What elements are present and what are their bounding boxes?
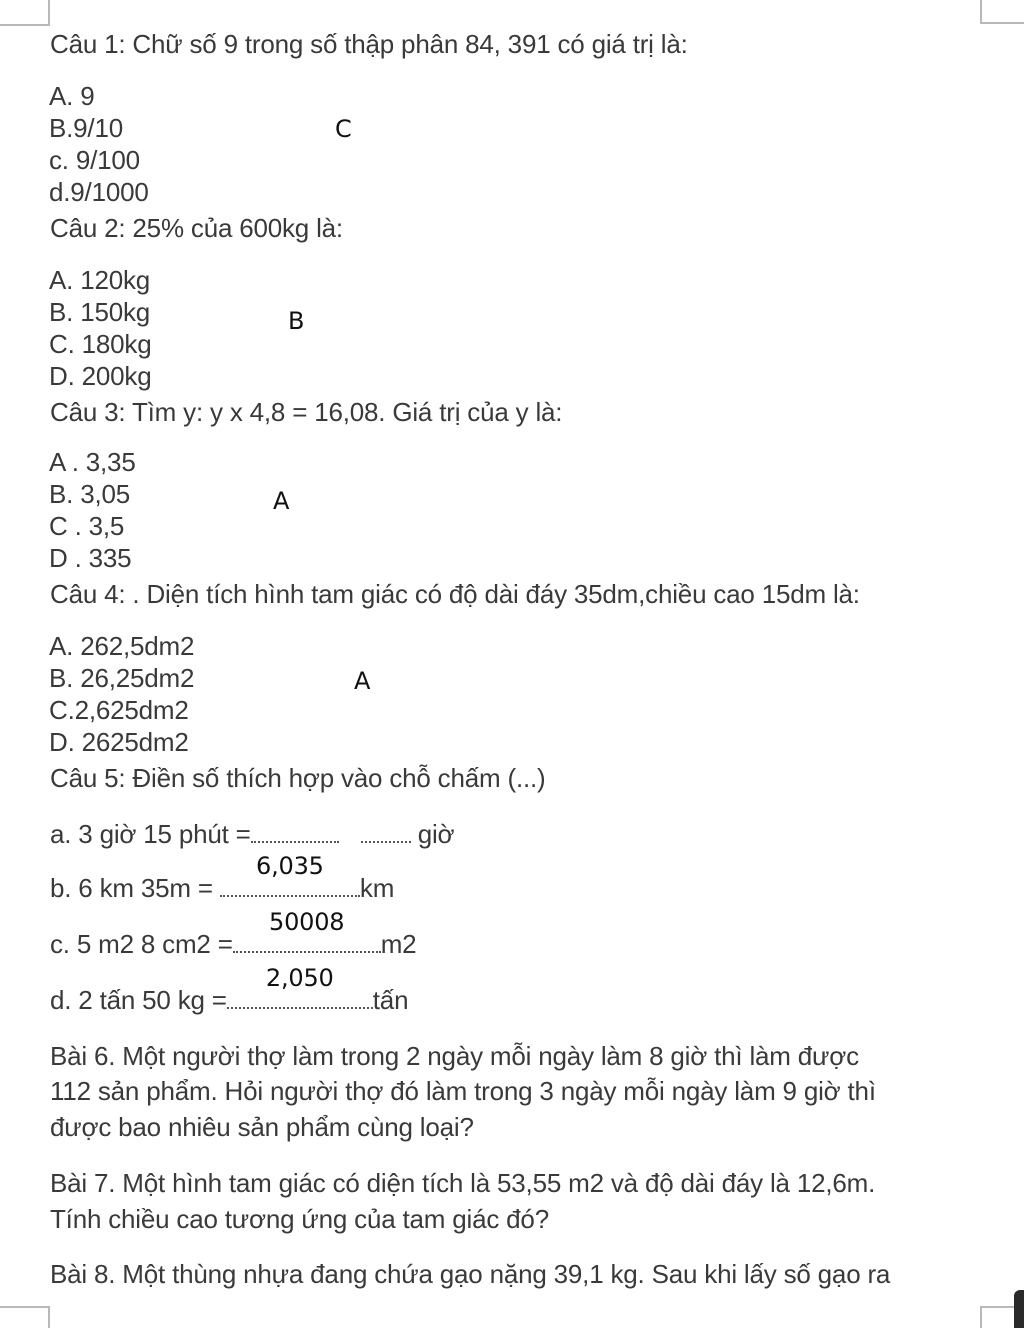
q5-item-b-prefix: b. 6 km 35m = xyxy=(50,873,213,903)
q1-option-d: d.9/1000 xyxy=(49,177,149,207)
q5-item-b-blank[interactable] xyxy=(220,852,360,904)
q1-option-b: B.9/10 xyxy=(49,113,123,143)
q5-item-d-prefix: d. 2 tấn 50 kg = xyxy=(50,985,227,1015)
crop-mark-bottom-left xyxy=(0,1306,50,1328)
q4-option-c: C.2,625dm2 xyxy=(49,695,189,725)
q4-question: Câu 4: . Diện tích hình tam giác có độ dài đáy 35dm,chiều cao 15dm là: xyxy=(50,579,860,609)
q5-item-b xyxy=(50,852,395,904)
q3-option-d: D . 335 xyxy=(49,543,132,573)
q2-option-a: A. 120kg xyxy=(49,265,151,295)
q2-option-c: C. 180kg xyxy=(49,329,152,359)
q2-question: Câu 2: 25% của 600kg là: xyxy=(50,213,343,243)
bai7-line-2: Tính chiều cao tương ứng của tam giác đó? xyxy=(50,1204,549,1234)
crop-mark-top-left xyxy=(0,0,50,26)
q5-item-c-suffix: m2 xyxy=(380,929,417,959)
q1-question: Câu 1: Chữ số 9 trong số thập phân 84, 391 có giá trị là: xyxy=(50,29,688,59)
q5-item-a-suffix: giờ xyxy=(417,819,455,849)
q5-item-b-suffix: km xyxy=(359,873,395,903)
q2-option-b: B. 150kg xyxy=(49,297,151,327)
crop-mark-top-right xyxy=(980,0,1024,24)
q3-handwritten-answer: A xyxy=(273,487,290,515)
q5-item-d xyxy=(50,964,409,1016)
q1-handwritten-answer: C xyxy=(335,115,352,143)
bai6-line-3: được bao nhiêu sản phẩm cùng loại? xyxy=(50,1112,474,1142)
q5-item-a-blank[interactable] xyxy=(251,818,411,850)
q1-option-c: c. 9/100 xyxy=(49,145,140,175)
bai7-line-1: Bài 7. Một hình tam giác có diện tích là 53,55 m2 và độ dài đáy là 12,6m. xyxy=(50,1168,876,1198)
q5-item-d-value: 2,050 xyxy=(265,964,334,992)
bai8-line-1: Bài 8. Một thùng nhựa đang chứa gạo nặng 39,1 kg. Sau khi lấy số gạo ra xyxy=(50,1259,891,1289)
q3-option-c: C . 3,5 xyxy=(49,511,125,541)
q5-item-c-value: 50008 xyxy=(269,908,345,936)
q5-item-a-prefix: a. 3 giờ 15 phút = xyxy=(50,819,251,849)
q2-option-d: D. 200kg xyxy=(49,361,152,391)
q3-option-b: B. 3,05 xyxy=(49,479,130,509)
q4-handwritten-answer: A xyxy=(354,667,371,695)
q4-option-a: A. 262,5dm2 xyxy=(49,631,195,661)
bai6-line-2: 112 sản phẩm. Hỏi người thợ đó làm trong 3 ngày mỗi ngày làm 9 giờ thì xyxy=(50,1076,876,1106)
q5-item-b-value: 6,035 xyxy=(256,852,324,880)
q5-item-c-prefix: c. 5 m2 8 cm2 = xyxy=(50,929,233,959)
q2-handwritten-answer: B xyxy=(288,307,305,335)
q4-option-d: D. 2625dm2 xyxy=(49,727,189,757)
q3-option-a: A . 3,35 xyxy=(49,447,136,477)
q5-item-c-blank[interactable] xyxy=(233,908,381,960)
bai6-line-1: Bài 6. Một người thợ làm trong 2 ngày mỗi ngày làm 8 giờ thì làm được xyxy=(50,1041,859,1071)
q1-option-a: A. 9 xyxy=(49,81,95,111)
q5-item-a xyxy=(50,818,454,850)
q5-question: Câu 5: Điền số thích hợp vào chỗ chấm (...) xyxy=(50,763,546,793)
q5-item-d-suffix: tấn xyxy=(372,985,409,1015)
q4-option-b: B. 26,25dm2 xyxy=(49,663,195,693)
scroll-edge-handle xyxy=(1014,1290,1024,1328)
q5-item-c xyxy=(50,908,417,960)
q5-item-d-blank[interactable] xyxy=(227,964,373,1016)
q3-question: Câu 3: Tìm y: y x 4,8 = 16,08. Giá trị của y là: xyxy=(50,397,563,427)
